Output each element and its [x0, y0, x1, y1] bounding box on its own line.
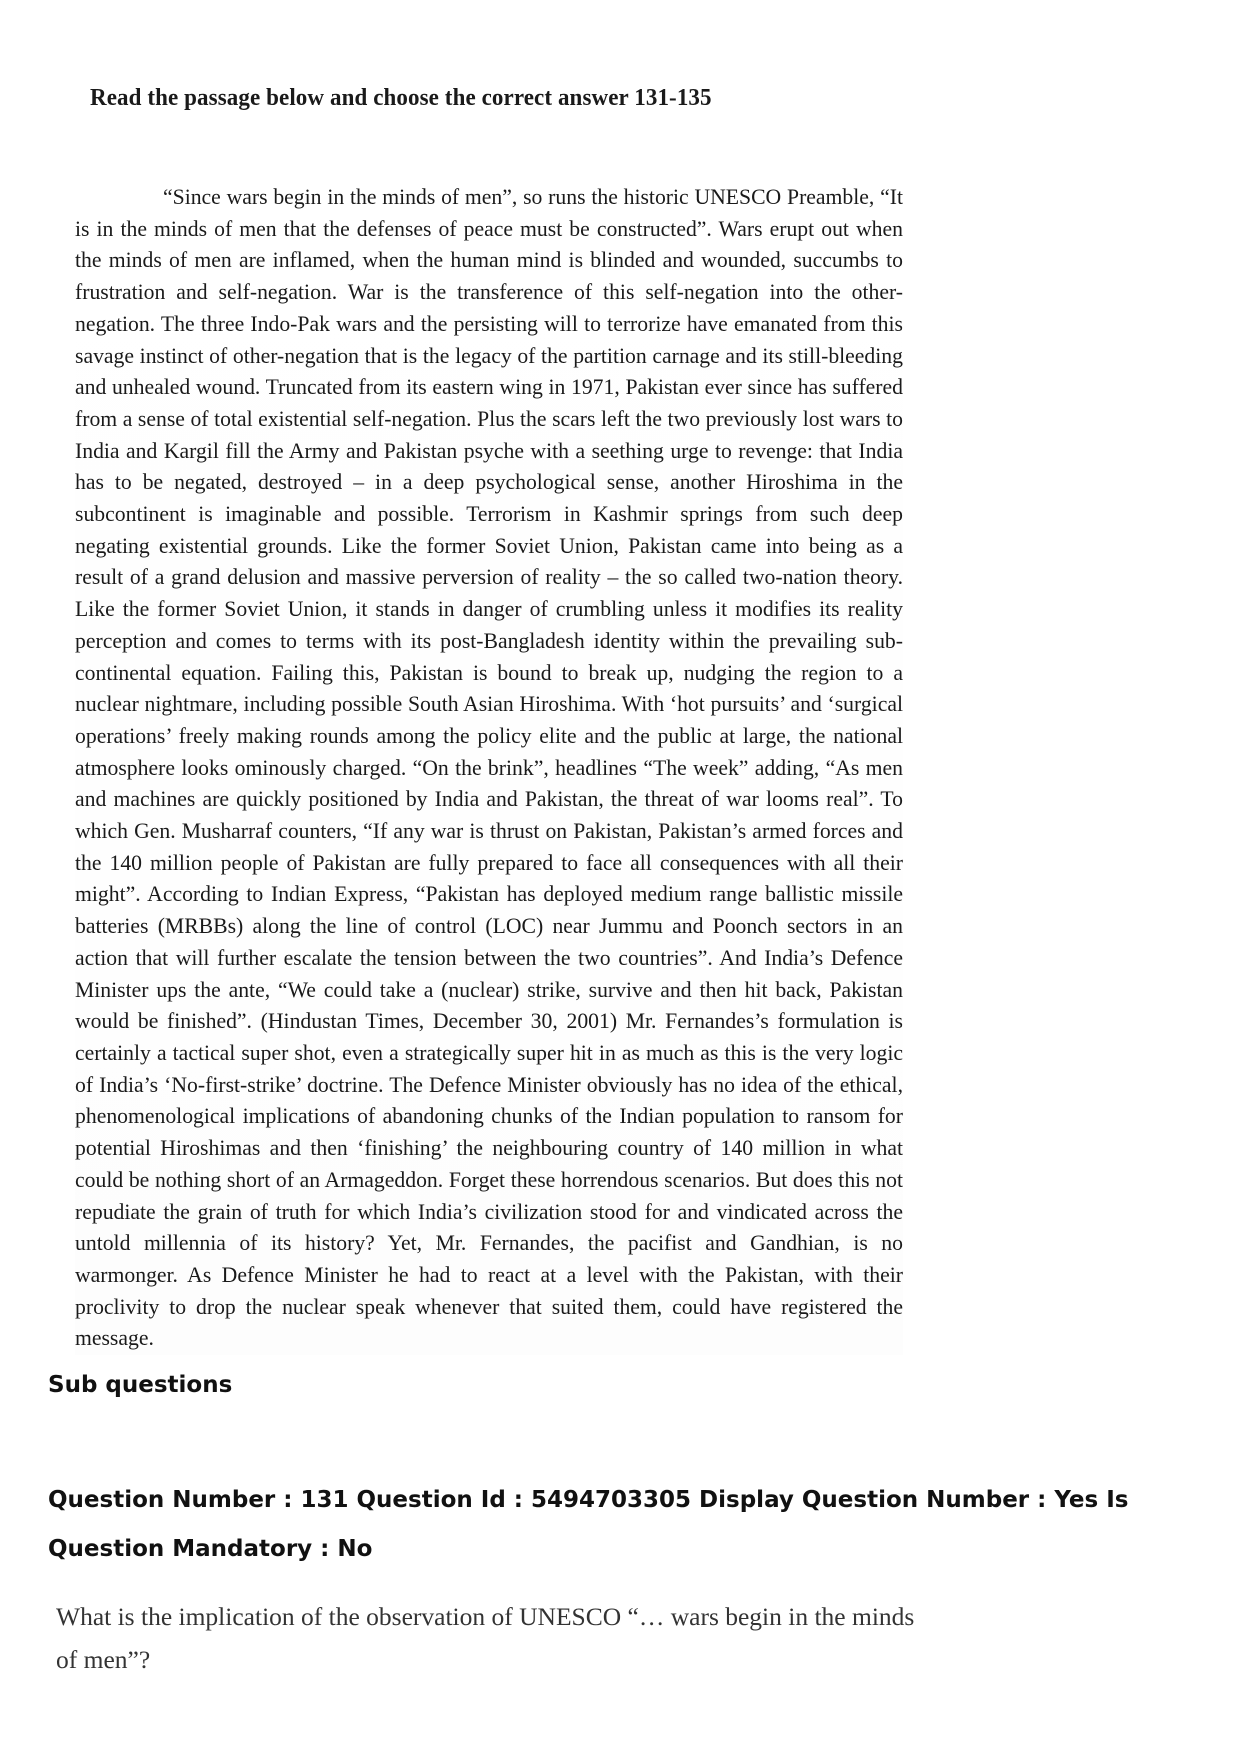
- passage-body: “Since wars begin in the minds of men”, so runs the historic UNESCO Preamble, “It is in the minds of men that the defenses of peace must be constructed”. Wars erupt out when the minds of men are inflamed, when the human mind is blinded and wounded, succumbs to frustration and self-negation. War is the transference of this self-negation into the other-negation. The three Indo-Pak wars and the persisting will to terrorize have emanated from this savage instinct of other-negation that is the legacy of the partition carnage and its still-bleeding and unhealed wound. Truncated from its eastern wing in 1971, Pakistan ever since has suffered from a sense of total existential self-negation. Plus the scars left the two previously lost wars to India and Kargil fill the Army and Pakistan psyche with a seething urge to revenge: that India has to be negated, destroyed – in a deep psychological sense, another Hiroshima in the subcontinent is imaginable and possible. Terrorism in Kashmir springs from such deep negating existential grounds. Like the former Soviet Union, Pakistan came into being as a result of a grand delusion and massive perversion of reality – the so called two-nation theory. Like the former Soviet Union, it stands in danger of crumbling unless it modifies its reality perception and comes to terms with its post-Bangladesh identity within the prevailing sub-continental equation. Failing this, Pakistan is bound to break up, nudging the region to a nuclear nightmare, including possible South Asian Hiroshima. With ‘hot pursuits’ and ‘surgical operations’ freely making rounds among the policy elite and the public at large, the national atmosphere looks ominously charged. “On the brink”, headlines “The week” adding, “As men and machines are quickly positioned by India and Pakistan, the threat of war looms real”. To which Gen. Musharraf counters, “If any war is thrust on Pakistan, Pakistan’s armed forces and the 140 million people of Pakistan are fully prepared to face all consequences with all their might”. According to Indian Express, “Pakistan has deployed medium range ballistic missile batteries (MRBBs) along the line of control (LOC) near Jummu and Poonch sectors in an action that will further escalate the tension between the two countries”. And India’s Defence Minister ups the ante, “We could take a (nuclear) strike, survive and then hit back, Pakistan would be finished”. (Hindustan Times, December 30, 2001) Mr. Fernandes’s formulation is certainly a tactical super shot, even a strategically super hit in as much as this is the very logic of India’s ‘No-first-strike’ doctrine. The Defence Minister obviously has no idea of the ethical, phenomenological implications of abandoning chunks of the Indian population to ransom for potential Hiroshimas and then ‘finishing’ the neighbouring country of 140 million in what could be nothing short of an Armageddon. Forget these horrendous scenarios. But does this not repudiate the grain of truth for which India’s civilization stood for and vindicated across the untold millennia of its history? Yet, Mr. Fernandes, the pacifist and Gandhian, is no warmonger. As Defence Minister he had to react at a level with the Pakistan, with their proclivity to drop the nuclear speak whenever that suited them, could have registered the message.: [75, 182, 903, 1355]
- question-metadata: Question Number : 131 Question Id : 5494703305 Display Question Number : Yes Is Question Mandatory : No: [48, 1487, 1129, 1562]
- sub-questions-label: Sub questions: [48, 1372, 233, 1398]
- question-text: What is the implication of the observation of UNESCO “… wars begin in the minds of men”?: [56, 1602, 915, 1674]
- passage-heading: Read the passage below and choose the correct answer 131-135: [90, 84, 712, 111]
